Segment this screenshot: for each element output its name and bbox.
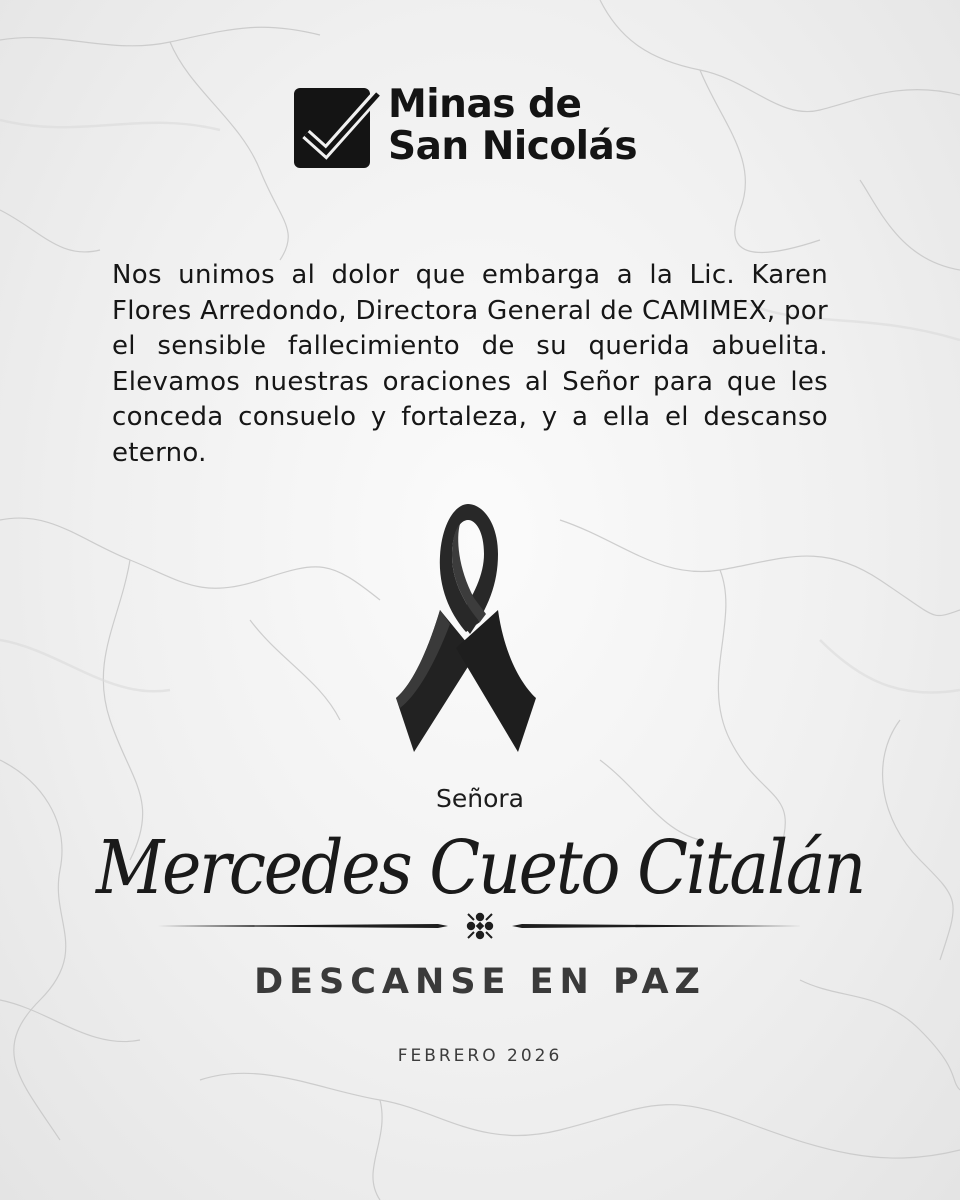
date-label: FEBRERO 2026	[397, 1046, 563, 1066]
brand-name-line1: Minas de	[388, 82, 582, 127]
brand-name-line2: San Nicolás	[388, 124, 638, 169]
honorific: Señora	[436, 784, 524, 813]
fleuron-ornament-icon	[467, 913, 493, 939]
condolence-message: Nos unimos al dolor que embarga a la Lic. Karen Flores Arredondo, Directora General de CAMIMEX, por el sensible fallecimiento de su querida abuelita. Elevamos nuestras oraciones al Señor para que les conceda consuelo y fortaleza, y a ella el descanso eterno.	[112, 260, 828, 468]
rest-in-peace-heading: DESCANSE EN PAZ	[254, 962, 706, 1002]
ornamental-divider	[158, 908, 802, 944]
deceased-name: Mercedes Cueto Citalán	[96, 825, 864, 911]
mourning-ribbon-icon	[394, 498, 538, 754]
brand-name	[388, 84, 637, 168]
brand-logo	[292, 82, 672, 174]
check-box-logo-icon	[292, 84, 380, 172]
